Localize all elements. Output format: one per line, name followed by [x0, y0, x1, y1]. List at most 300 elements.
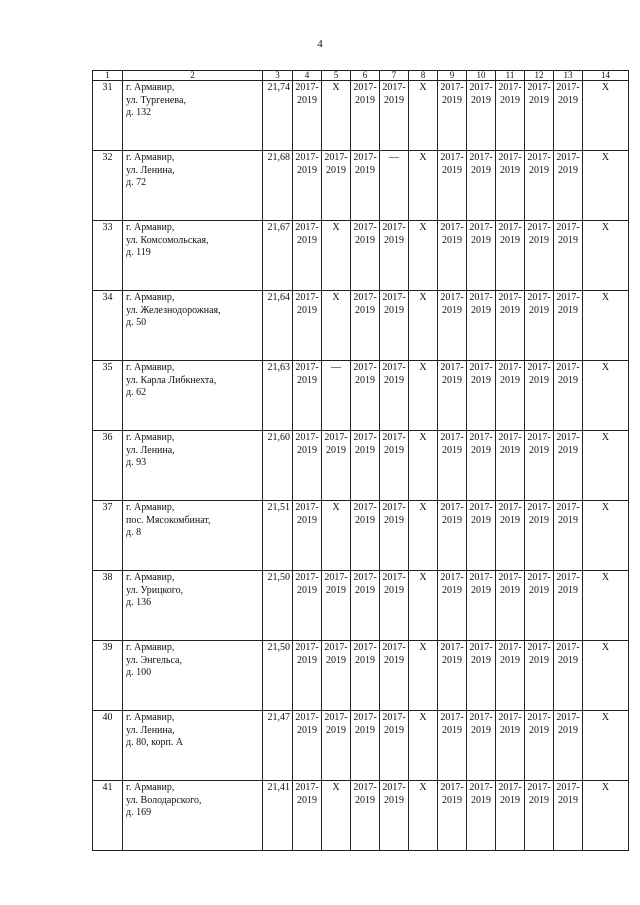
period-cell — [438, 571, 467, 641]
period-cell — [351, 221, 380, 291]
table-row — [93, 431, 629, 501]
address-line: д. 169 — [126, 807, 152, 818]
period-end: 2019 — [384, 794, 404, 806]
period-cell — [380, 571, 409, 641]
period-start: 2017- — [382, 292, 406, 303]
period-start: 2017- — [353, 642, 377, 653]
period-start: 2017- — [324, 572, 348, 583]
address-line: ул. Железнодорожная, — [126, 304, 221, 316]
address-line: д. 50 — [126, 317, 147, 328]
period-end: 2019 — [471, 374, 491, 386]
value-cell: 21,68 — [263, 151, 293, 221]
period-cell — [293, 221, 322, 291]
period-cell — [525, 221, 554, 291]
period-cell — [467, 711, 496, 781]
address-line: д. 119 — [126, 247, 151, 258]
address-line: д. 132 — [126, 107, 152, 118]
period-start: 2017- — [324, 152, 348, 163]
column-header-8: 8 — [409, 71, 438, 81]
period-end: 2019 — [500, 164, 520, 176]
period-cell — [351, 571, 380, 641]
period-start: 2017- — [440, 292, 464, 303]
period-end: 2019 — [355, 444, 375, 456]
address-line: д. 93 — [126, 457, 147, 468]
period-end: 2019 — [442, 794, 462, 806]
period-end: 2019 — [558, 94, 578, 106]
period-cell — [525, 781, 554, 851]
period-end: 2019 — [558, 164, 578, 176]
x-mark-cell: X — [409, 641, 438, 711]
row-number: 35 — [93, 361, 123, 431]
period-cell — [438, 81, 467, 151]
period-start: 2017- — [440, 572, 464, 583]
period-end: 2019 — [384, 584, 404, 596]
column-header-13: 13 — [554, 71, 583, 81]
period-start: 2017- — [295, 572, 319, 583]
period-end: 2019 — [384, 374, 404, 386]
period-start: 2017- — [440, 362, 464, 373]
address-cell — [123, 151, 263, 221]
value-cell: 21,67 — [263, 221, 293, 291]
period-cell — [351, 781, 380, 851]
period-end: 2019 — [471, 304, 491, 316]
period-cell — [496, 151, 525, 221]
period-cell — [293, 431, 322, 501]
row-number: 33 — [93, 221, 123, 291]
period-start: 2017- — [295, 782, 319, 793]
x-mark-cell: X — [409, 221, 438, 291]
row-number: 38 — [93, 571, 123, 641]
period-cell — [467, 221, 496, 291]
period-start: 2017- — [498, 82, 522, 93]
period-start: 2017- — [469, 292, 493, 303]
page-number: 4 — [317, 38, 323, 50]
period-cell — [322, 641, 351, 711]
period-end: 2019 — [326, 654, 346, 666]
x-mark-cell: X — [322, 221, 351, 291]
period-start: 2017- — [527, 642, 551, 653]
period-end: 2019 — [326, 724, 346, 736]
column-header-12: 12 — [525, 71, 554, 81]
address-line: д. 100 — [126, 667, 152, 678]
period-cell — [554, 571, 583, 641]
period-start: 2017- — [440, 642, 464, 653]
period-end: 2019 — [384, 234, 404, 246]
period-cell — [554, 361, 583, 431]
table-row — [93, 711, 629, 781]
period-end: 2019 — [297, 584, 317, 596]
period-start: 2017- — [498, 572, 522, 583]
row-number: 37 — [93, 501, 123, 571]
address-cell — [123, 361, 263, 431]
x-mark-cell: X — [583, 81, 629, 151]
table-row — [93, 571, 629, 641]
period-start: 2017- — [324, 642, 348, 653]
period-start: 2017- — [498, 152, 522, 163]
period-cell — [380, 361, 409, 431]
period-end: 2019 — [297, 94, 317, 106]
address-line: д. 72 — [126, 177, 147, 188]
address-line: ул. Володарского, — [126, 794, 202, 806]
period-start: 2017- — [440, 432, 464, 443]
period-end: 2019 — [500, 94, 520, 106]
x-mark-cell: X — [409, 431, 438, 501]
period-cell — [467, 151, 496, 221]
table-row — [93, 151, 629, 221]
column-header-14: 14 — [583, 71, 629, 81]
period-start: 2017- — [440, 82, 464, 93]
x-mark-cell: X — [583, 711, 629, 781]
period-start: 2017- — [353, 712, 377, 723]
period-start: 2017- — [353, 362, 377, 373]
x-mark-cell: X — [409, 291, 438, 361]
period-start: 2017- — [469, 782, 493, 793]
period-cell — [351, 81, 380, 151]
address-line: г. Армавир, — [126, 152, 175, 163]
value-cell: 21,51 — [263, 501, 293, 571]
row-number: 39 — [93, 641, 123, 711]
period-cell — [351, 361, 380, 431]
period-end: 2019 — [442, 514, 462, 526]
column-header-1: 1 — [93, 71, 123, 81]
period-start: 2017- — [382, 222, 406, 233]
period-start: 2017- — [382, 712, 406, 723]
period-cell — [496, 431, 525, 501]
period-end: 2019 — [326, 584, 346, 596]
period-cell — [351, 431, 380, 501]
row-number: 32 — [93, 151, 123, 221]
period-cell — [496, 571, 525, 641]
x-mark-cell: X — [322, 291, 351, 361]
period-start: 2017- — [556, 782, 580, 793]
period-end: 2019 — [355, 234, 375, 246]
address-line: д. 80, корп. А — [126, 737, 184, 748]
value-cell: 21,63 — [263, 361, 293, 431]
period-end: 2019 — [471, 164, 491, 176]
period-cell — [293, 711, 322, 781]
period-start: 2017- — [527, 712, 551, 723]
period-start: 2017- — [469, 152, 493, 163]
period-end: 2019 — [442, 234, 462, 246]
period-cell — [293, 501, 322, 571]
period-end: 2019 — [297, 794, 317, 806]
address-line: г. Армавир, — [126, 432, 175, 443]
value-cell: 21,64 — [263, 291, 293, 361]
column-header-5: 5 — [322, 71, 351, 81]
period-cell — [380, 501, 409, 571]
period-start: 2017- — [353, 222, 377, 233]
period-start: 2017- — [556, 362, 580, 373]
column-header-7: 7 — [380, 71, 409, 81]
period-cell — [351, 151, 380, 221]
period-cell — [380, 641, 409, 711]
period-start: 2017- — [324, 432, 348, 443]
period-end: 2019 — [326, 164, 346, 176]
period-start: 2017- — [498, 502, 522, 513]
period-start: 2017- — [469, 712, 493, 723]
period-end: 2019 — [529, 234, 549, 246]
period-cell — [554, 711, 583, 781]
period-end: 2019 — [471, 584, 491, 596]
value-cell: 21,41 — [263, 781, 293, 851]
period-cell — [351, 291, 380, 361]
period-cell — [438, 641, 467, 711]
period-start: 2017- — [527, 222, 551, 233]
period-cell — [496, 221, 525, 291]
period-cell — [438, 501, 467, 571]
period-cell — [322, 151, 351, 221]
period-end: 2019 — [529, 164, 549, 176]
period-start: 2017- — [527, 432, 551, 443]
period-cell — [351, 711, 380, 781]
period-end: 2019 — [384, 444, 404, 456]
period-cell — [525, 501, 554, 571]
period-start: 2017- — [498, 782, 522, 793]
period-end: 2019 — [529, 304, 549, 316]
period-end: 2019 — [529, 794, 549, 806]
period-cell — [380, 221, 409, 291]
period-end: 2019 — [442, 164, 462, 176]
value-cell: 21,74 — [263, 81, 293, 151]
x-mark-cell: X — [409, 711, 438, 781]
address-cell — [123, 431, 263, 501]
period-end: 2019 — [500, 304, 520, 316]
period-cell — [467, 501, 496, 571]
period-cell — [293, 361, 322, 431]
period-end: 2019 — [471, 654, 491, 666]
address-line: ул. Ленина, — [126, 164, 175, 176]
period-cell — [467, 571, 496, 641]
period-end: 2019 — [558, 794, 578, 806]
value-cell: 21,47 — [263, 711, 293, 781]
period-cell — [438, 361, 467, 431]
period-start: 2017- — [353, 152, 377, 163]
period-end: 2019 — [471, 94, 491, 106]
period-start: 2017- — [382, 782, 406, 793]
table-row — [93, 291, 629, 361]
period-cell — [293, 641, 322, 711]
address-line: ул. Тургенева, — [126, 94, 186, 106]
table-body — [93, 81, 629, 851]
address-line: пос. Мясокомбинат, — [126, 514, 211, 526]
period-start: 2017- — [382, 362, 406, 373]
period-cell — [467, 361, 496, 431]
period-start: 2017- — [498, 432, 522, 443]
period-end: 2019 — [558, 514, 578, 526]
period-end: 2019 — [297, 304, 317, 316]
period-start: 2017- — [556, 572, 580, 583]
period-end: 2019 — [471, 444, 491, 456]
period-start: 2017- — [440, 222, 464, 233]
period-start: 2017- — [295, 642, 319, 653]
x-mark-cell: X — [583, 781, 629, 851]
period-end: 2019 — [558, 374, 578, 386]
period-start: 2017- — [527, 82, 551, 93]
period-start: 2017- — [556, 222, 580, 233]
column-header-3: 3 — [263, 71, 293, 81]
x-mark-cell: X — [583, 221, 629, 291]
period-cell — [496, 781, 525, 851]
x-mark-cell: X — [409, 151, 438, 221]
column-header-10: 10 — [467, 71, 496, 81]
period-end: 2019 — [384, 304, 404, 316]
period-end: 2019 — [297, 444, 317, 456]
address-line: г. Армавир, — [126, 292, 175, 303]
period-end: 2019 — [471, 514, 491, 526]
x-mark-cell: X — [409, 781, 438, 851]
period-start: 2017- — [556, 432, 580, 443]
period-end: 2019 — [384, 654, 404, 666]
period-start: 2017- — [382, 642, 406, 653]
x-mark-cell: X — [409, 361, 438, 431]
period-cell — [496, 81, 525, 151]
period-start: 2017- — [556, 712, 580, 723]
period-end: 2019 — [442, 654, 462, 666]
period-start: 2017- — [527, 502, 551, 513]
period-end: 2019 — [297, 234, 317, 246]
value-cell: 21,50 — [263, 571, 293, 641]
column-header-2: 2 — [123, 71, 263, 81]
period-cell — [525, 81, 554, 151]
address-line: ул. Энгельса, — [126, 654, 182, 666]
x-mark-cell: X — [322, 781, 351, 851]
table-row — [93, 781, 629, 851]
period-start: 2017- — [440, 502, 464, 513]
period-end: 2019 — [355, 374, 375, 386]
period-cell — [293, 571, 322, 641]
period-end: 2019 — [558, 304, 578, 316]
period-cell — [322, 431, 351, 501]
period-cell — [496, 501, 525, 571]
period-start: 2017- — [556, 152, 580, 163]
period-end: 2019 — [558, 654, 578, 666]
period-cell — [438, 781, 467, 851]
x-mark-cell: X — [583, 151, 629, 221]
period-end: 2019 — [500, 654, 520, 666]
period-cell — [554, 151, 583, 221]
period-end: 2019 — [529, 724, 549, 736]
address-cell — [123, 711, 263, 781]
period-start: 2017- — [324, 712, 348, 723]
period-start: 2017- — [440, 712, 464, 723]
period-cell — [525, 711, 554, 781]
period-cell — [322, 711, 351, 781]
period-end: 2019 — [529, 444, 549, 456]
period-start: 2017- — [556, 502, 580, 513]
address-cell — [123, 221, 263, 291]
address-line: ул. Комсомольская, — [126, 234, 209, 246]
period-start: 2017- — [382, 432, 406, 443]
x-mark-cell: X — [583, 501, 629, 571]
period-end: 2019 — [558, 584, 578, 596]
period-start: 2017- — [382, 82, 406, 93]
period-cell — [554, 781, 583, 851]
table-row — [93, 501, 629, 571]
x-mark-cell: X — [322, 501, 351, 571]
period-cell — [293, 81, 322, 151]
period-cell — [525, 641, 554, 711]
period-cell — [380, 781, 409, 851]
period-end: 2019 — [529, 514, 549, 526]
period-end: 2019 — [355, 514, 375, 526]
period-start: 2017- — [469, 502, 493, 513]
period-cell — [438, 151, 467, 221]
x-mark-cell: X — [583, 571, 629, 641]
period-end: 2019 — [500, 514, 520, 526]
period-cell — [351, 501, 380, 571]
period-end: 2019 — [558, 444, 578, 456]
table-row — [93, 81, 629, 151]
row-number: 40 — [93, 711, 123, 781]
address-cell — [123, 291, 263, 361]
period-end: 2019 — [529, 94, 549, 106]
period-start: 2017- — [527, 152, 551, 163]
period-start: 2017- — [382, 502, 406, 513]
x-mark-cell: X — [583, 641, 629, 711]
period-cell — [438, 431, 467, 501]
period-cell — [293, 151, 322, 221]
period-cell — [525, 571, 554, 641]
period-start: 2017- — [556, 82, 580, 93]
period-cell — [554, 501, 583, 571]
period-end: 2019 — [500, 794, 520, 806]
period-end: 2019 — [297, 654, 317, 666]
address-cell — [123, 781, 263, 851]
period-start: 2017- — [469, 572, 493, 583]
column-header-9: 9 — [438, 71, 467, 81]
period-start: 2017- — [498, 642, 522, 653]
value-cell: 21,60 — [263, 431, 293, 501]
period-end: 2019 — [442, 724, 462, 736]
period-start: 2017- — [353, 82, 377, 93]
period-end: 2019 — [355, 654, 375, 666]
period-start: 2017- — [353, 432, 377, 443]
period-start: 2017- — [469, 362, 493, 373]
row-number: 31 — [93, 81, 123, 151]
period-cell — [496, 641, 525, 711]
period-cell — [496, 361, 525, 431]
address-line: г. Армавир, — [126, 642, 175, 653]
period-cell — [380, 81, 409, 151]
period-start: 2017- — [295, 292, 319, 303]
table-row — [93, 361, 629, 431]
period-end: 2019 — [384, 724, 404, 736]
period-cell — [496, 711, 525, 781]
x-mark-cell: X — [322, 81, 351, 151]
row-number: 36 — [93, 431, 123, 501]
period-start: 2017- — [295, 82, 319, 93]
period-cell — [293, 781, 322, 851]
period-start: 2017- — [498, 222, 522, 233]
registry-table — [92, 70, 629, 851]
period-start: 2017- — [527, 362, 551, 373]
period-cell — [467, 431, 496, 501]
period-end: 2019 — [355, 304, 375, 316]
period-start: 2017- — [295, 362, 319, 373]
period-cell — [467, 81, 496, 151]
period-end: 2019 — [355, 94, 375, 106]
period-start: 2017- — [556, 642, 580, 653]
period-end: 2019 — [500, 444, 520, 456]
period-cell — [351, 641, 380, 711]
address-line: г. Армавир, — [126, 712, 175, 723]
period-cell — [525, 291, 554, 361]
period-cell — [554, 641, 583, 711]
period-cell — [525, 151, 554, 221]
period-start: 2017- — [353, 572, 377, 583]
period-cell — [554, 431, 583, 501]
period-start: 2017- — [469, 432, 493, 443]
